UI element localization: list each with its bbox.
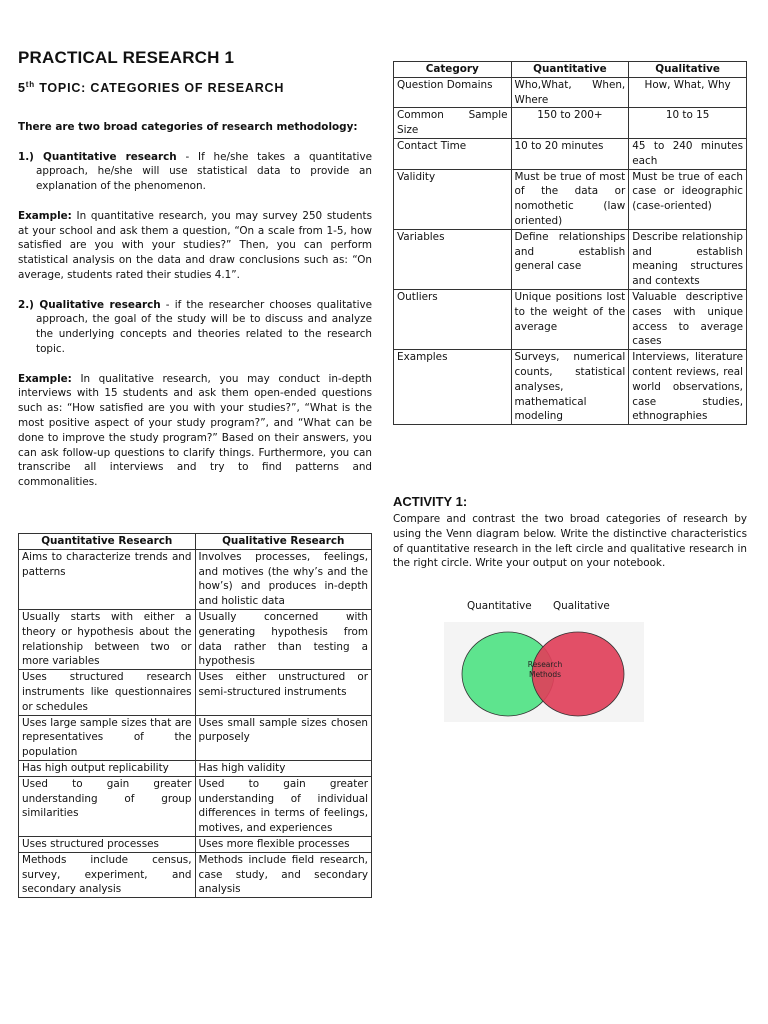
table-cell: Usually concerned with generating hypothesis from data rather than testing a hypothesis bbox=[195, 609, 372, 669]
table-cell: Aims to characterize trends and patterns bbox=[19, 549, 196, 609]
table-cell: Uses either unstructured or semi-structured instruments bbox=[195, 670, 372, 715]
topic-heading bbox=[18, 80, 284, 95]
table-cell: 150 to 200+ bbox=[511, 108, 629, 139]
item-quantitative bbox=[18, 150, 372, 194]
page-title: PRACTICAL RESEARCH 1 bbox=[18, 48, 235, 67]
table-cell: Valuable descriptive cases with unique access to average cases bbox=[629, 289, 747, 349]
category-cell: Outliers bbox=[394, 289, 512, 349]
venn-diagram bbox=[444, 622, 644, 722]
table-row bbox=[19, 609, 372, 669]
example-quantitative bbox=[18, 209, 372, 283]
table-row bbox=[394, 77, 747, 108]
venn-center-label-line2: Methods bbox=[528, 670, 562, 679]
table-row bbox=[394, 289, 747, 349]
table-cell: 10 to 20 minutes bbox=[511, 138, 629, 169]
example-quantitative-text: In quantitative research, you may survey 250 students at your school and ask them a question, “On a scale from 1-5, how satisfied are you with your studies?” Then, you can perform statistical analysis on the data and draw conclusions such as: “On average, students rated their studies 4.1”. bbox=[18, 209, 372, 281]
topic-superscript: th bbox=[25, 80, 35, 89]
table-header-cell: Qualitative bbox=[629, 62, 747, 78]
table-header-cell: Qualitative Research bbox=[195, 534, 372, 550]
example-qualitative-label: Example: bbox=[18, 372, 72, 385]
venn-label-qualitative: Qualitative bbox=[552, 600, 610, 612]
topic-number: 5 bbox=[18, 81, 26, 96]
table-cell: Uses structured processes bbox=[19, 836, 196, 852]
example-quantitative-label: Example: bbox=[18, 209, 72, 222]
table-cell: Involves processes, feelings, and motives (the why’s and the how’s) and produces in-depth and holistic data bbox=[195, 549, 372, 609]
category-cell: Contact Time bbox=[394, 138, 512, 169]
table-cell: Uses structured research instruments like questionnaires or schedules bbox=[19, 670, 196, 715]
venn-center-label-line1: Research bbox=[527, 660, 563, 669]
table-row bbox=[394, 350, 747, 425]
table-cell: Uses more flexible processes bbox=[195, 836, 372, 852]
example-qualitative-text: In qualitative research, you may conduct in-depth interviews with 15 students and ask them open-ended questions such as: “How satisfied are you with your studies?”, “What is the most positive aspect of your study program?”, and “What can be done to improve the study program?” Based on their answers, you can ask follow-up questions to clarify things. Furthermore, you can transcribe all interviews and try to find patterns and commonalities. bbox=[18, 372, 372, 489]
table-row bbox=[19, 760, 372, 776]
table-row bbox=[19, 836, 372, 852]
table-row bbox=[19, 670, 372, 715]
table-header-cell: Quantitative bbox=[511, 62, 629, 78]
table-cell: Methods include census, survey, experiment, and secondary analysis bbox=[19, 852, 196, 897]
table-cell: How, What, Why bbox=[629, 77, 747, 108]
table-cell: Used to gain greater understanding of group similarities bbox=[19, 776, 196, 836]
table-cell: Uses large sample sizes that are representatives of the population bbox=[19, 715, 196, 760]
table-cell: Unique positions lost to the weight of the average bbox=[511, 289, 629, 349]
category-cell: Examples bbox=[394, 350, 512, 425]
item-qualitative-label: 2.) Qualitative research bbox=[18, 298, 161, 311]
table-cell: Methods include field research, case study, and secondary analysis bbox=[195, 852, 372, 897]
item-qualitative bbox=[18, 298, 372, 357]
table-header-cell: Category bbox=[394, 62, 512, 78]
category-cell: Common Sample Size bbox=[394, 108, 512, 139]
table-cell: Must be true of each case or ideographic (case-oriented) bbox=[629, 169, 747, 229]
table-cell: Usually starts with either a theory or hypothesis about the relationship between two or more variables bbox=[19, 609, 196, 669]
table-cell: Interviews, literature content reviews, real world observations, case studies, ethnographies bbox=[629, 350, 747, 425]
category-cell: Validity bbox=[394, 169, 512, 229]
example-qualitative bbox=[18, 372, 372, 490]
table-header-cell: Quantitative Research bbox=[19, 534, 196, 550]
activity-title: ACTIVITY 1: bbox=[393, 494, 468, 509]
table-cell: Has high output replicability bbox=[19, 760, 196, 776]
venn-label-quantitative: Quantitative bbox=[467, 600, 532, 612]
table-header-row bbox=[394, 62, 747, 78]
table-cell: Must be true of most of the data or nomothetic (law oriented) bbox=[511, 169, 629, 229]
table-row bbox=[19, 776, 372, 836]
item-quantitative-label: 1.) Quantitative research bbox=[18, 150, 177, 163]
table-cell: Used to gain greater understanding of individual differences in terms of feelings, motives, and experiences bbox=[195, 776, 372, 836]
table-row bbox=[394, 229, 747, 289]
item-quantitative-text: - If he/she takes a quantitative approach, he/she will use statistical data to provide an explanation of the phenomenon. bbox=[36, 150, 372, 193]
intro-section bbox=[18, 120, 372, 505]
intro-lead: There are two broad categories of research methodology: bbox=[18, 121, 358, 133]
table-cell: Has high validity bbox=[195, 760, 372, 776]
table-cell: 10 to 15 bbox=[629, 108, 747, 139]
category-table bbox=[393, 61, 747, 425]
item-qualitative-text: - if the researcher chooses qualitative approach, the goal of the study will be to discuss and analyze the underlying concepts and theories related to the research topic. bbox=[36, 298, 373, 355]
table-header-row bbox=[19, 534, 372, 550]
table-row bbox=[394, 138, 747, 169]
category-cell: Question Domains bbox=[394, 77, 512, 108]
category-cell: Variables bbox=[394, 229, 512, 289]
table-cell: Define relationships and establish general case bbox=[511, 229, 629, 289]
activity-instructions: Compare and contrast the two broad categories of research by using the Venn diagram below. Write the distinctive characteristics of quantitative research in the left circle and qualitative research in the right circle. Write your output on your notebook. bbox=[393, 513, 747, 570]
table-cell: Uses small sample sizes chosen purposely bbox=[195, 715, 372, 760]
table-cell: 45 to 240 minutes each bbox=[629, 138, 747, 169]
table-row bbox=[19, 549, 372, 609]
table-cell: Who,What, When, Where bbox=[511, 77, 629, 108]
table-row bbox=[394, 169, 747, 229]
table-cell: Surveys, numerical counts, statistical analyses, mathematical modeling bbox=[511, 350, 629, 425]
table-row bbox=[394, 108, 747, 139]
comparison-table bbox=[18, 533, 372, 898]
table-row bbox=[19, 852, 372, 897]
table-row bbox=[19, 715, 372, 760]
topic-text: TOPIC: CATEGORIES OF RESEARCH bbox=[34, 81, 285, 96]
table-cell: Describe relationship and establish meaning structures and contexts bbox=[629, 229, 747, 289]
venn-labels bbox=[467, 600, 628, 612]
